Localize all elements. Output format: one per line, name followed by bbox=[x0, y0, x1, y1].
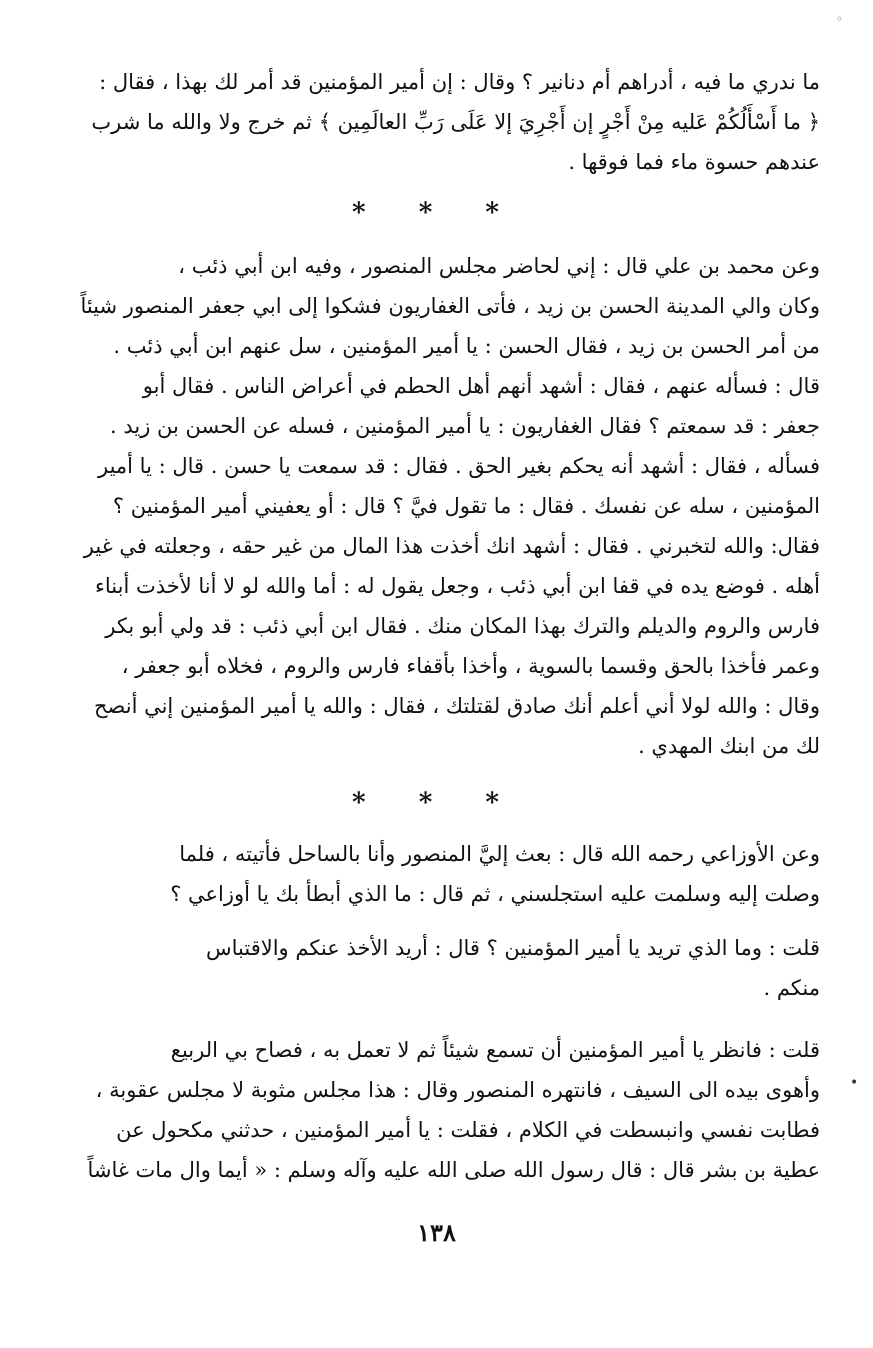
section-separator-1: * * * bbox=[352, 198, 521, 228]
text-line: وصلت إليه وسلمت عليه استجلسني ، ثم قال : ما الذي أبطأ بك يا أوزاعي ؟ bbox=[170, 882, 820, 906]
text-line: قلت : وما الذي تريد يا أمير المؤمنين ؟ قال : أريد الأخذ عنكم والاقتباس bbox=[205, 936, 820, 960]
text-line: المؤمنين ، سله عن نفسك . فقال : ما تقول فيَّ ؟ قال : أو يعفيني أمير المؤمنين ؟ bbox=[112, 494, 820, 518]
text-line: وعن محمد بن علي قال : إني لحاضر مجلس المنصور ، وفيه ابن أبي ذئب ، bbox=[178, 254, 820, 278]
text-line: عطية بن بشر قال : قال رسول الله صلى الله عليه وآله وسلم : « أيما وال مات غاشاً bbox=[87, 1158, 820, 1182]
paragraph-3 bbox=[38, 834, 820, 914]
text-line: منكم . bbox=[763, 976, 820, 1000]
text-line: وقال : والله لولا أني أعلم أنك صادق لقتلتك ، فقال : والله يا أمير المؤمنين إني أنصح bbox=[93, 694, 820, 718]
text-line: فارس والروم والديلم والترك بهذا المكان منك . فقال ابن أبي ذئب : قد ولي أبو بكر bbox=[105, 614, 820, 638]
text-line: وأهوى بيده الى السيف ، فانتهره المنصور وقال : هذا مجلس مثوبة لا مجلس عقوبة ، bbox=[95, 1078, 820, 1102]
text-line: لك من ابنك المهدي . bbox=[638, 734, 820, 758]
text-line: ﴿ ما أَسْأَلُكُمْ عَليه مِنْ أَجْرٍ إن أَجْرِيَ إلا عَلَى رَبِّ العالَمِين ﴾ ثم خرج ولا والله ما شرب bbox=[91, 110, 820, 134]
text-line: وعمر فأخذا بالحق وقسما بالسوية ، وأخذا بأقفاء فارس والروم ، فخلاه أبو جعفر ، bbox=[121, 654, 820, 678]
text-line: قال : فسأله عنهم ، فقال : أشهد أنهم أهل الحطم في أعراض الناس . فقال أبو bbox=[142, 374, 820, 398]
margin-dot: • bbox=[850, 1075, 859, 1091]
paragraph-5 bbox=[38, 1030, 820, 1190]
text-line: قلت : فانظر يا أمير المؤمنين أن تسمع شيئاً ثم لا تعمل به ، فصاح بي الربيع bbox=[170, 1038, 820, 1062]
text-line: فسأله ، فقال : أشهد أنه يحكم بغير الحق . فقال : قد سمعت يا حسن . قال : يا أمير bbox=[97, 454, 820, 478]
section-separator-2: * * * bbox=[352, 788, 521, 818]
paragraph-2 bbox=[38, 246, 820, 766]
text-line: وكان والي المدينة الحسن بن زيد ، فأتى الغفاريون فشكوا إلى ابي جعفر المنصور شيئاً bbox=[80, 294, 820, 318]
text-line: فقال: والله لتخبرني . فقال : أشهد انك أخذت هذا المال من غير حقه ، وجعلته في غير bbox=[83, 534, 820, 558]
text-line: وعن الأوزاعي رحمه الله قال : بعث إليَّ المنصور وأنا بالساحل فأتيته ، فلما bbox=[179, 842, 820, 866]
text-line: أهله . فوضع يده في قفا ابن أبي ذئب ، وجعل يقول له : أما والله لو لا أنا لأخذت أبناء bbox=[95, 574, 820, 598]
paragraph-1 bbox=[38, 62, 820, 182]
text-line: فطابت نفسي وانبسطت في الكلام ، فقلت : يا أمير المؤمنين ، حدثني مكحول عن bbox=[116, 1118, 820, 1142]
page-number: ١٣٨ bbox=[417, 1218, 456, 1247]
paragraph-4 bbox=[38, 928, 820, 1008]
corner-mark: ◦ bbox=[836, 12, 844, 26]
text-line: ما ندري ما فيه ، أدراهم أم دنانير ؟ وقال : إن أمير المؤمنين قد أمر لك بهذا ، فقال : bbox=[99, 70, 820, 94]
text-line: عندهم حسوة ماء فما فوقها . bbox=[568, 150, 820, 174]
text-line: من أمر الحسن بن زيد ، فقال الحسن : يا أمير المؤمنين ، سل عنهم ابن أبي ذئب . bbox=[113, 334, 820, 358]
text-line: جعفر : قد سمعتم ؟ فقال الغفاريون : يا أمير المؤمنين ، فسله عن الحسن بن زيد . bbox=[110, 414, 820, 438]
